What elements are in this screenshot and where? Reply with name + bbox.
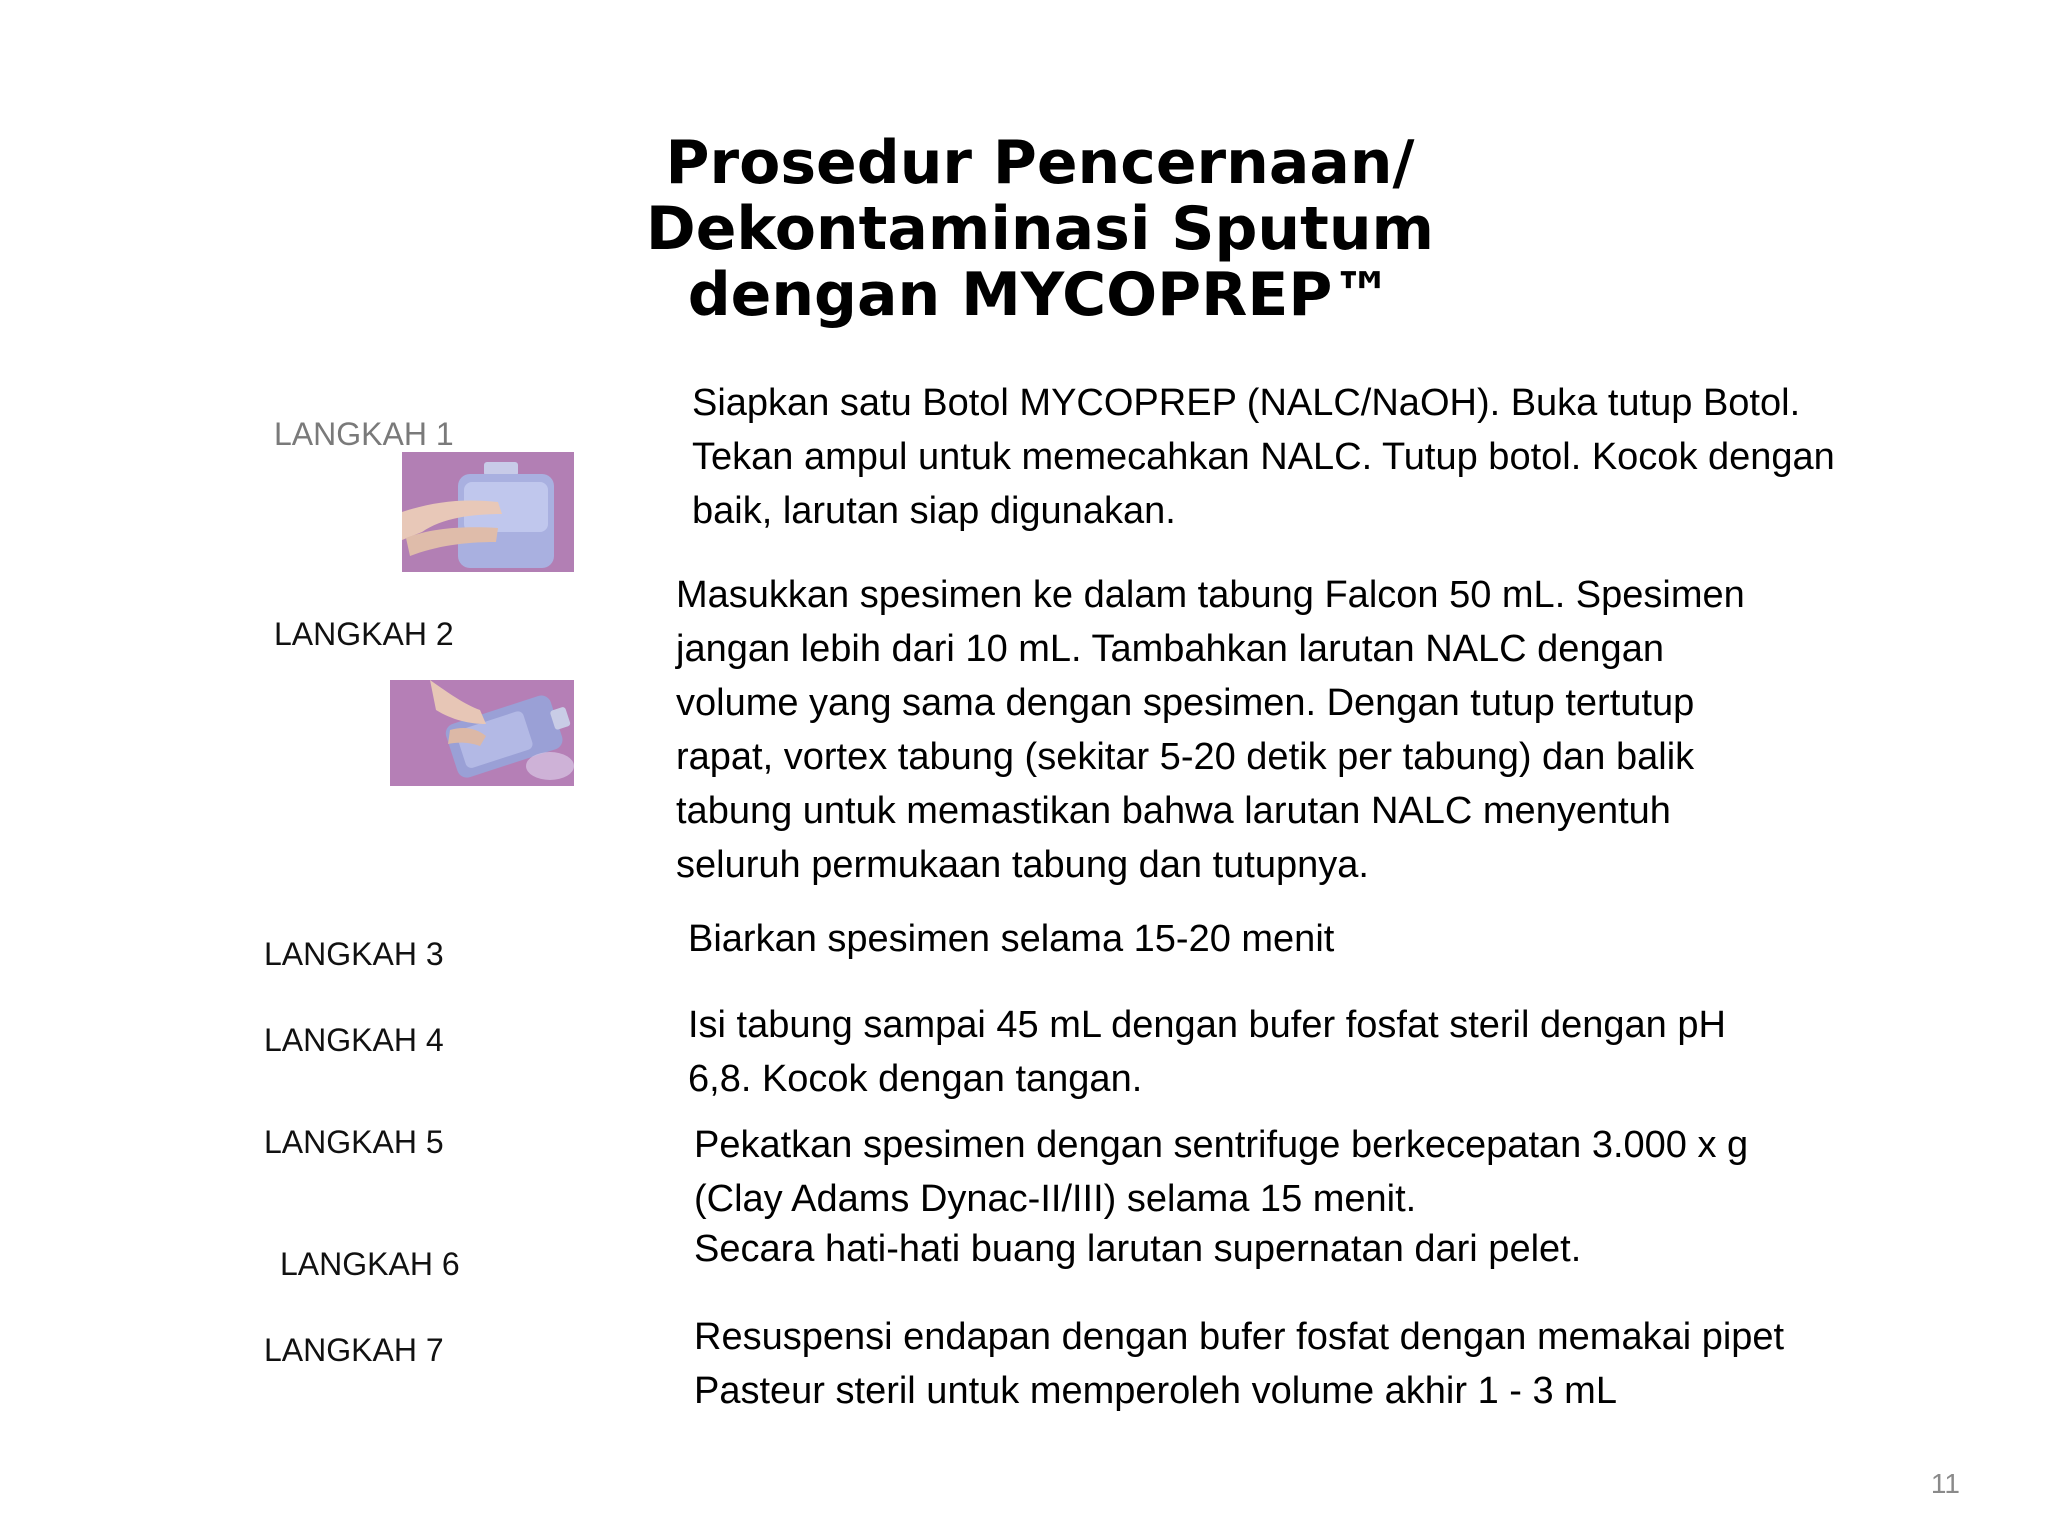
step-text-line: seluruh permukaan tabung dan tutupnya. (676, 844, 1369, 886)
step-text-line: Isi tabung sampai 45 mL dengan bufer fosfat steril dengan pH (688, 1004, 1726, 1046)
step-text-1 (692, 376, 1835, 538)
step-text-7 (694, 1310, 1784, 1418)
step-text-line: tabung untuk memastikan bahwa larutan NALC menyentuh (676, 790, 1671, 832)
step-text-line: Pekatkan spesimen dengan sentrifuge berkecepatan 3.000 x g (694, 1124, 1749, 1166)
step-text-line: baik, larutan siap digunakan. (692, 490, 1176, 532)
step-text-line: volume yang sama dengan spesimen. Dengan tutup tertutup (676, 682, 1695, 724)
step-text-line: (Clay Adams Dynac-II/III) selama 15 menit. (694, 1178, 1417, 1220)
title-line: dengan MYCOPREP™ (687, 260, 1393, 330)
hand-pouring-bottle-icon (390, 680, 574, 786)
hand-pouring-bottle-photo (390, 680, 574, 786)
step-label-1: LANGKAH 1 (274, 416, 454, 452)
hand-pressing-bottle-photo (402, 452, 574, 572)
step-text-line: 6,8. Kocok dengan tangan. (688, 1058, 1143, 1100)
step-text-4 (688, 998, 1726, 1106)
page-number: 11 (1930, 1468, 1960, 1499)
step-text-line: Resuspensi endapan dengan bufer fosfat dengan memakai pipet (694, 1316, 1785, 1358)
step-label-5: LANGKAH 5 (264, 1124, 444, 1160)
step-label-4: LANGKAH 4 (264, 1022, 444, 1058)
step-text-2 (676, 568, 1745, 892)
step-text-line: Masukkan spesimen ke dalam tabung Falcon 50 mL. Spesimen (676, 574, 1745, 616)
step-text-line: Pasteur steril untuk memperoleh volume akhir 1 - 3 mL (694, 1370, 1617, 1412)
step-text-line: Secara hati-hati buang larutan supernatan dari pelet. (694, 1228, 1582, 1270)
title-line: Dekontaminasi Sputum (645, 194, 1435, 264)
step-text-line: Siapkan satu Botol MYCOPREP (NALC/NaOH). Buka tutup Botol. (692, 382, 1801, 424)
step-text-line: Tekan ampul untuk memecahkan NALC. Tutup botol. Kocok dengan (692, 436, 1835, 478)
slide-title (520, 130, 1560, 328)
step-label-3: LANGKAH 3 (264, 936, 444, 972)
step-label-2: LANGKAH 2 (274, 616, 454, 652)
step-text-line: rapat, vortex tabung (sekitar 5-20 detik per tabung) dan balik (676, 736, 1695, 778)
step-label-6: LANGKAH 6 (280, 1246, 460, 1282)
step-text-line: Biarkan spesimen selama 15-20 menit (688, 918, 1335, 960)
step-text-6 (694, 1222, 1581, 1276)
step-text-3 (688, 912, 1334, 966)
title-line: Prosedur Pencernaan/ (665, 128, 1415, 198)
step-text-5 (694, 1118, 1748, 1226)
hand-pressing-bottle-icon (402, 452, 574, 572)
step-label-7: LANGKAH 7 (264, 1332, 444, 1368)
step-text-line: jangan lebih dari 10 mL. Tambahkan larutan NALC dengan (676, 628, 1664, 670)
